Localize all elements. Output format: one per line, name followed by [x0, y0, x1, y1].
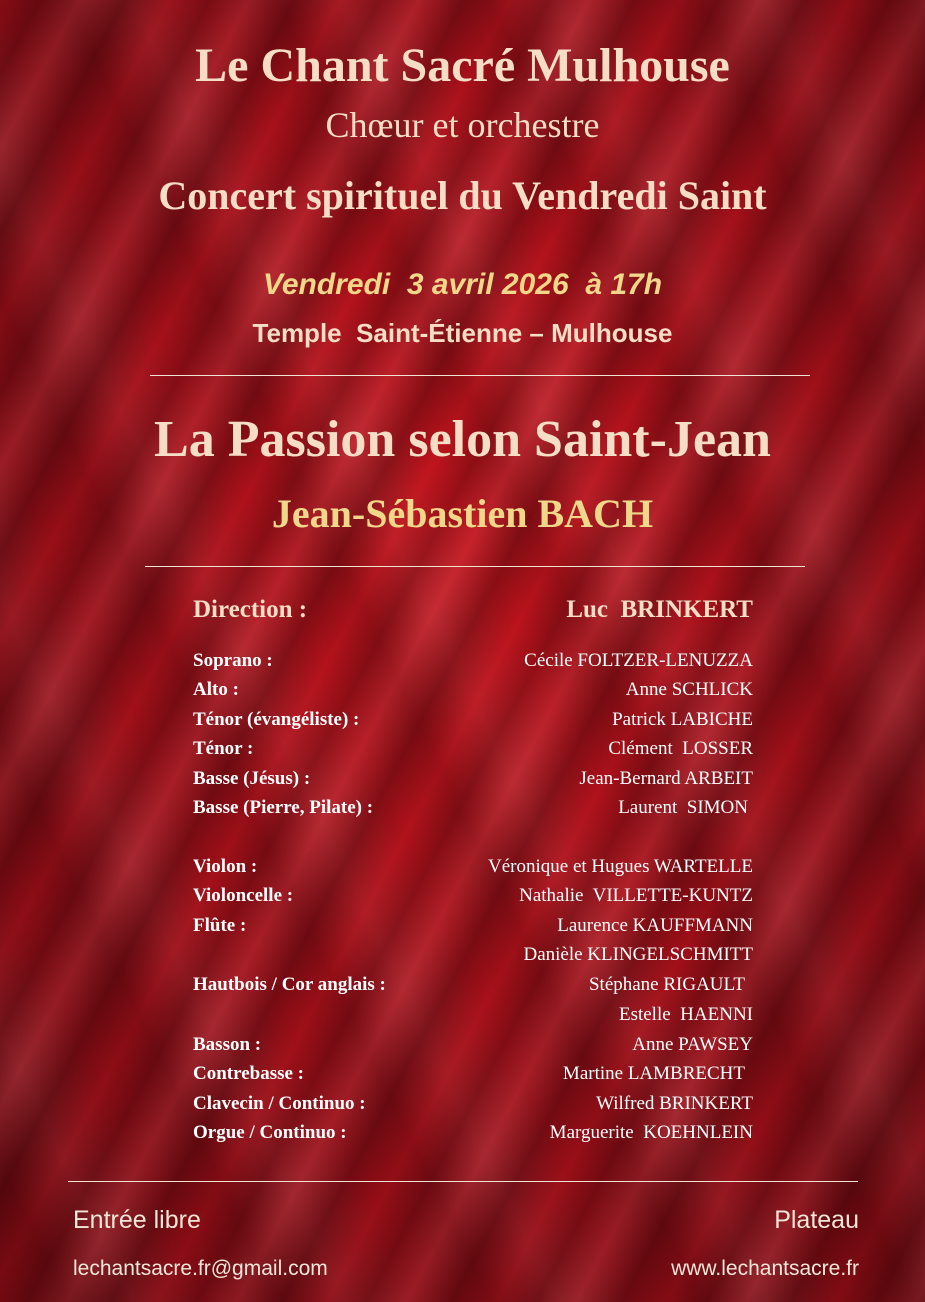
performer-name: Cécile FOLTZER-LENUZZA: [524, 650, 753, 671]
list-item: [193, 738, 753, 766]
venue: Temple Saint-Étienne – Mulhouse: [252, 318, 673, 348]
performer-name: Laurence KAUFFMANN: [557, 915, 753, 936]
divider-bottom: [68, 1181, 858, 1182]
role-label: Violoncelle :: [193, 885, 294, 906]
role-label: Basse (Pierre, Pilate) :: [193, 797, 374, 818]
role-label: Basse (Jésus) :: [193, 768, 311, 789]
role-label: Basson :: [193, 1034, 262, 1055]
list-item: [193, 797, 753, 825]
list-item: [193, 650, 753, 678]
role-label: Clavecin / Continuo :: [193, 1093, 366, 1114]
concert-title: Concert spirituel du Vendredi Saint: [158, 173, 767, 218]
role-label: Alto :: [193, 679, 239, 700]
list-item: [193, 768, 753, 796]
list-item: [193, 1063, 753, 1091]
divider-middle: [145, 566, 805, 567]
org-name: Le Chant Sacré Mulhouse: [195, 39, 730, 92]
role-label: Violon :: [193, 856, 258, 877]
list-item: [193, 915, 753, 943]
performer-name: Danièle KLINGELSCHMITT: [523, 944, 753, 965]
role-label: Soprano :: [193, 650, 273, 671]
performer-name: Anne SCHLICK: [625, 679, 753, 700]
performer-name: Nathalie VILLETTE-KUNTZ: [519, 885, 753, 906]
performer-name: Jean-Bernard ARBEIT: [579, 768, 753, 789]
list-item: [193, 709, 753, 737]
concert-date: Vendredi 3 avril 2026 à 17h: [262, 268, 663, 301]
email-link[interactable]: lechantsacre.fr@gmail.com: [73, 1257, 328, 1280]
role-label: Ténor (évangéliste) :: [193, 709, 360, 730]
list-item: [193, 1034, 753, 1062]
list-item: [193, 974, 753, 1002]
list-item: [193, 679, 753, 707]
performer-name: Laurent SIMON: [618, 797, 748, 818]
website-link[interactable]: www.lechantsacre.fr: [671, 1257, 859, 1280]
performer-name: Estelle HAENNI: [618, 1004, 753, 1025]
list-item: [193, 856, 753, 884]
performer-name: Véronique et Hugues WARTELLE: [488, 856, 753, 877]
performer-name: Patrick LABICHE: [612, 709, 753, 730]
composer: Jean-Sébastien BACH: [271, 491, 654, 536]
direction-name: Luc BRINKERT: [566, 596, 753, 623]
role-label: Orgue / Continuo :: [193, 1122, 347, 1143]
list-item: [193, 1004, 753, 1032]
performer-name: Stéphane RIGAULT: [588, 974, 745, 995]
direction-label: Direction :: [193, 596, 308, 623]
list-item: [193, 885, 753, 913]
list-item: [193, 1093, 753, 1121]
divider-top: [150, 375, 810, 376]
role-label: Ténor :: [193, 738, 254, 759]
collection-info: Plateau: [774, 1206, 859, 1234]
role-label: Hautbois / Cor anglais :: [193, 974, 386, 995]
list-item: [193, 1122, 753, 1150]
performer-name: Marguerite KOEHNLEIN: [549, 1122, 753, 1143]
performer-name: Clément LOSSER: [608, 738, 753, 759]
role-label: Contrebasse :: [193, 1063, 305, 1084]
work-title: La Passion selon Saint-Jean: [154, 411, 771, 468]
performer-name: Wilfred BRINKERT: [596, 1093, 753, 1114]
direction-row: [193, 596, 753, 628]
list-item: [193, 944, 753, 972]
entry-info: Entrée libre: [73, 1206, 201, 1234]
performer-name: Martine LAMBRECHT: [562, 1063, 745, 1084]
subtitle: Chœur et orchestre: [325, 105, 600, 145]
role-label: Flûte :: [193, 915, 247, 936]
performer-name: Anne PAWSEY: [632, 1034, 753, 1055]
